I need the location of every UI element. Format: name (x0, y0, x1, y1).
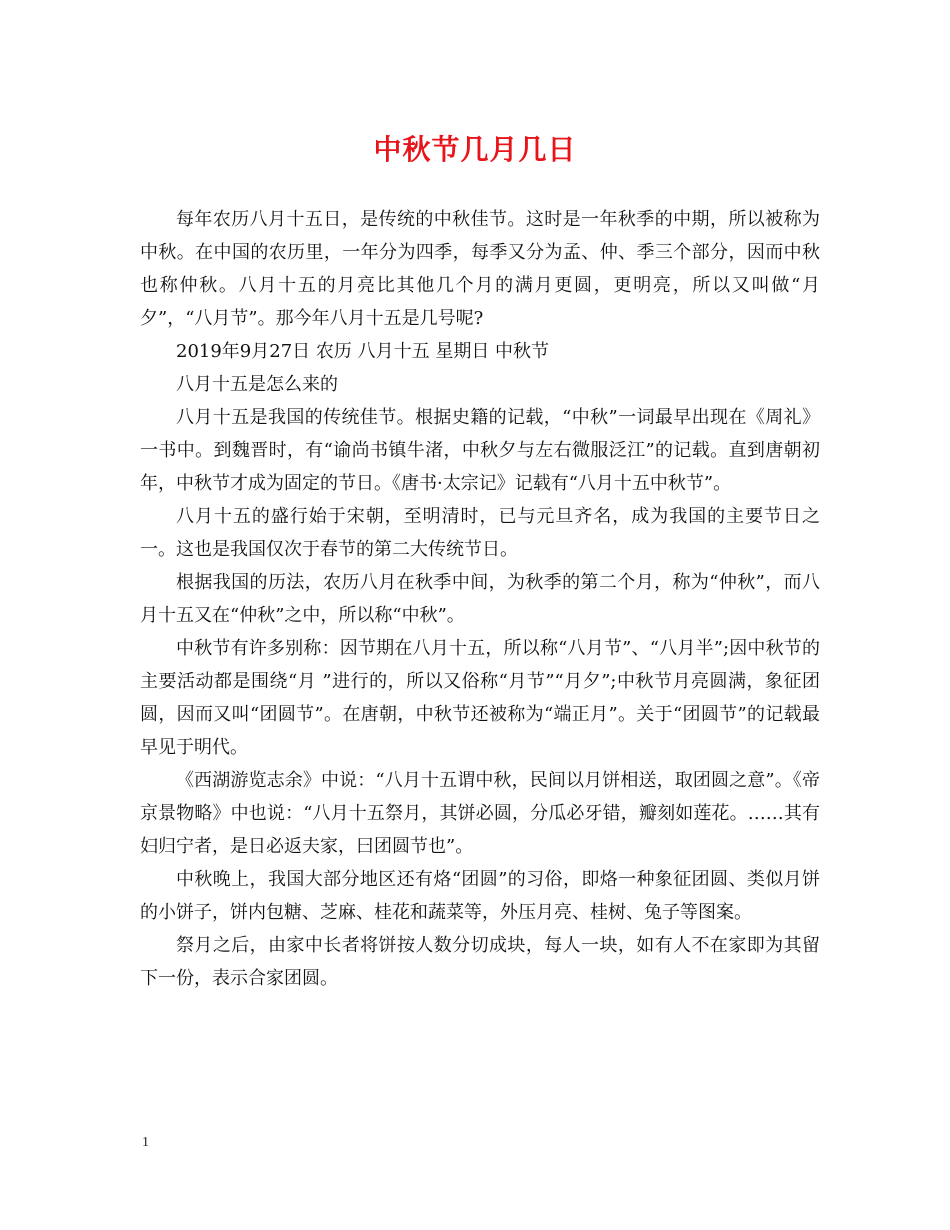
paragraph-6: 根据我国的历法，农历八月在秋季中间，为秋季的第二个月，称为“仲秋”，而八月十五又在“仲秋”之中，所以称“中秋”。 (140, 572, 820, 626)
paragraph-heading-origin: 八月十五是怎么来的 (176, 374, 338, 395)
paragraph-date: 2019年9月27日 农历 八月十五 星期日 中秋节 (176, 341, 550, 362)
paragraph-9: 中秋晚上，我国大部分地区还有烙“团圆”的习俗，即烙一种象征团圆、类似月饼的小饼子，饼内包糖、芝麻、桂花和蔬菜等，外压月亮、桂树、兔子等图案。 (140, 869, 820, 923)
paragraph-7: 中秋节有许多别称：因节期在八月十五，所以称“八月节”、“八月半”;因中秋节的主要活动都是围绕“月 ”进行的，所以又俗称“月节”“月夕”;中秋节月亮圆满，象征团圆，因而又叫“团圆节”。在唐朝，中秋节还被称为“端正月”。关于“团圆节”的记载最早见于明代。 (140, 638, 820, 758)
paragraph-1: 每年农历八月十五日，是传统的中秋佳节。这时是一年秋季的中期，所以被称为中秋。在中国的农历里，一年分为四季，每季又分为孟、仲、季三个部分，因而中秋也称仲秋。八月十五的月亮比其他几个月的满月更圆，更明亮，所以又叫做“月夕”，“八月节”。那今年八月十五是几号呢? (140, 209, 820, 329)
paragraph-4: 八月十五是我国的传统佳节。根据史籍的记载，“中秋”一词最早出现在《周礼》一书中。到魏晋时，有“谕尚书镇牛渚，中秋夕与左右微服泛江”的记载。直到唐朝初年，中秋节才成为固定的节日。《唐书·太宗记》记载有“八月十五中秋节”。 (140, 407, 820, 494)
document-title: 中秋节几月几日 (373, 133, 577, 166)
paragraph-5: 八月十五的盛行始于宋朝，至明清时，已与元旦齐名，成为我国的主要节日之一。这也是我国仅次于春节的第二大传统节日。 (140, 506, 820, 560)
paragraph-8: 《西湖游览志余》中说：“八月十五谓中秋，民间以月饼相送，取团圆之意”。《帝京景物略》中也说：“八月十五祭月，其饼必圆，分瓜必牙错，瓣刻如莲花。……其有妇归宁者，是日必返夫家，曰团圆节也”。 (140, 770, 820, 857)
page-number: 1 (142, 1135, 149, 1150)
document-body (140, 203, 820, 995)
paragraph-10: 祭月之后，由家中长者将饼按人数分切成块，每人一块，如有人不在家即为其留下一份，表示合家团圆。 (140, 935, 820, 989)
